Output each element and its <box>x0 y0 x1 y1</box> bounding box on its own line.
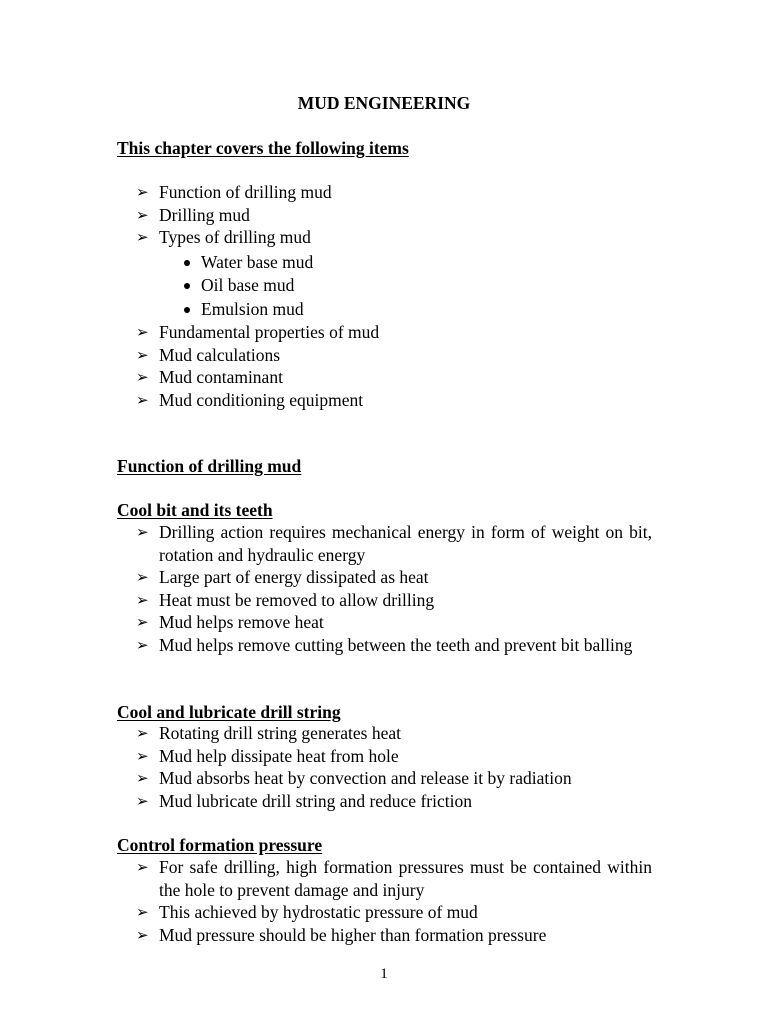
list-item <box>136 745 652 768</box>
arrow-bullet-icon: ➢ <box>136 390 149 409</box>
arrow-bullet-icon: ➢ <box>136 568 149 586</box>
arrow-bullet-icon: ➢ <box>136 228 149 246</box>
list-item-text: Mud absorbs heat by convection and release it by radiation <box>159 768 572 788</box>
list-item <box>136 366 652 389</box>
arrow-bullet-icon: ➢ <box>136 345 149 364</box>
cool-lubricate-list <box>136 722 652 812</box>
list-item <box>136 767 652 790</box>
list-item-text: Mud help dissipate heat from hole <box>159 745 399 766</box>
bullet-dot-icon <box>184 283 190 289</box>
list-item <box>136 566 652 589</box>
page-title: MUD ENGINEERING <box>297 93 471 113</box>
list-item-text: Mud calculations <box>159 344 281 365</box>
list-item-text: Large part of energy dissipated as heat <box>159 567 429 587</box>
sub-list-item-text: Oil base mud <box>201 275 295 295</box>
bullet-dot-icon <box>184 307 190 313</box>
arrow-bullet-icon: ➢ <box>136 724 149 742</box>
arrow-bullet-icon: ➢ <box>136 746 149 765</box>
cool-bit-list <box>136 521 652 656</box>
list-item <box>136 181 652 204</box>
arrow-bullet-icon: ➢ <box>136 205 149 224</box>
sub-list-item <box>0 298 652 322</box>
list-item-text: Mud helps remove cutting between the teeth and prevent bit balling <box>159 634 633 655</box>
arrow-bullet-icon: ➢ <box>136 613 149 631</box>
cool-lubricate-heading: Cool and lubricate drill string <box>117 702 341 722</box>
list-item-text: Mud helps remove heat <box>159 612 324 632</box>
list-item <box>136 901 652 924</box>
arrow-bullet-icon: ➢ <box>136 925 149 944</box>
list-item-text: Drilling action requires mechanical energy in form of weight on bit, rotation and hydraulic energy <box>159 522 652 565</box>
arrow-bullet-icon: ➢ <box>136 858 149 876</box>
list-item <box>136 722 652 745</box>
sub-list-item <box>0 274 652 298</box>
list-item <box>136 611 652 634</box>
list-item <box>136 344 652 367</box>
list-item-text: This achieved by hydrostatic pressure of mud <box>159 902 478 922</box>
arrow-bullet-icon: ➢ <box>136 523 149 541</box>
list-item <box>136 790 652 813</box>
contents-heading: This chapter covers the following items <box>117 138 409 158</box>
arrow-bullet-icon: ➢ <box>136 323 149 341</box>
arrow-bullet-icon: ➢ <box>136 635 149 654</box>
page-number: 1 <box>380 966 388 982</box>
arrow-bullet-icon: ➢ <box>136 769 149 787</box>
list-item-text: Function of drilling mud <box>159 182 332 202</box>
function-section-heading: Function of drilling mud <box>117 456 302 476</box>
list-item <box>136 924 652 947</box>
sub-list-item-text: Emulsion mud <box>201 298 304 319</box>
list-item-text: Fundamental properties of mud <box>159 322 380 342</box>
list-item-text: Types of drilling mud <box>159 227 311 247</box>
sub-list-item <box>0 251 652 275</box>
arrow-bullet-icon: ➢ <box>136 183 149 201</box>
list-item <box>136 226 652 249</box>
sub-list-item-text: Water base mud <box>201 251 314 272</box>
list-item <box>136 521 652 566</box>
arrow-bullet-icon: ➢ <box>136 903 149 921</box>
list-item-text: Heat must be removed to allow drilling <box>159 589 435 610</box>
list-item-text: Mud conditioning equipment <box>159 389 364 410</box>
list-item <box>136 589 652 612</box>
list-item-text: For safe drilling, high formation pressures must be contained within the hole to prevent damage and injury <box>159 857 652 900</box>
list-item <box>136 321 652 344</box>
control-pressure-heading: Control formation pressure <box>117 835 323 855</box>
list-item <box>136 389 652 412</box>
list-item-text: Mud lubricate drill string and reduce friction <box>159 790 472 811</box>
control-pressure-list <box>136 856 652 946</box>
list-item-text: Rotating drill string generates heat <box>159 723 402 743</box>
arrow-bullet-icon: ➢ <box>136 791 149 810</box>
list-item <box>136 856 652 901</box>
bullet-dot-icon <box>184 260 190 266</box>
contents-list <box>136 181 652 411</box>
list-item-text: Mud pressure should be higher than formation pressure <box>159 924 547 945</box>
cool-bit-heading: Cool bit and its teeth <box>117 500 273 520</box>
list-item-text: Mud contaminant <box>159 367 283 387</box>
arrow-bullet-icon: ➢ <box>136 368 149 386</box>
arrow-bullet-icon: ➢ <box>136 590 149 609</box>
list-item-text: Drilling mud <box>159 204 250 225</box>
list-item <box>136 634 652 657</box>
list-item <box>136 204 652 227</box>
